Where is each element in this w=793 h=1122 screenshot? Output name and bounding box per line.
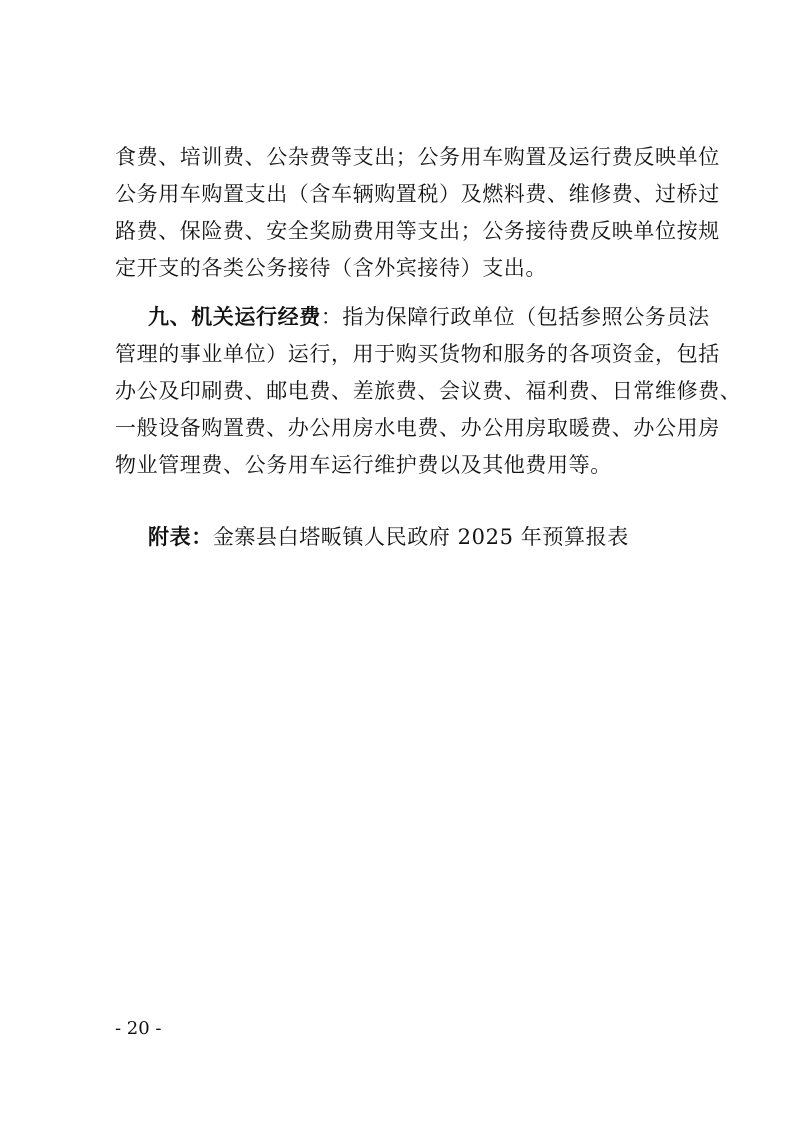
attachment-title: 金寨县白塔畈镇人民政府 2025 年预算报表 [212,525,629,549]
paragraph-1-line-1: 食费、培训费、公杂费等支出；公务用车购置及运行费反映单位 [115,145,720,169]
paragraph-2-line-1 [148,303,710,331]
paragraph-2-line-2: 管理的事业单位）运行，用于购买货物和服务的各项资金，包括 [115,342,720,366]
paragraph-1-line-4: 定开支的各类公务接待（含外宾接待）支出。 [115,256,547,280]
paragraph-2-line-3: 办公及印刷费、邮电费、差旅费、会议费、福利费、日常维修费、 [115,379,742,403]
paragraph-2-line-5: 物业管理费、公务用车运行维护费以及其他费用等。 [115,453,612,477]
paragraph-1-line-3: 路费、保险费、安全奖励费用等支出；公务接待费反映单位按规 [115,219,720,243]
page-number: - 20 - [115,1018,162,1039]
section-heading: 九、机关运行经费 [148,304,321,329]
paragraph-2-line-1-text: ：指为保障行政单位（包括参照公务员法 [320,305,710,329]
paragraph-2-line-4: 一般设备购置费、办公用房水电费、办公用房取暖费、办公用房 [115,416,720,440]
attachment-label: 附表： [148,524,213,549]
paragraph-1-line-2: 公务用车购置支出（含车辆购置税）及燃料费、维修费、过桥过 [115,182,720,206]
attachment-line [148,523,629,551]
